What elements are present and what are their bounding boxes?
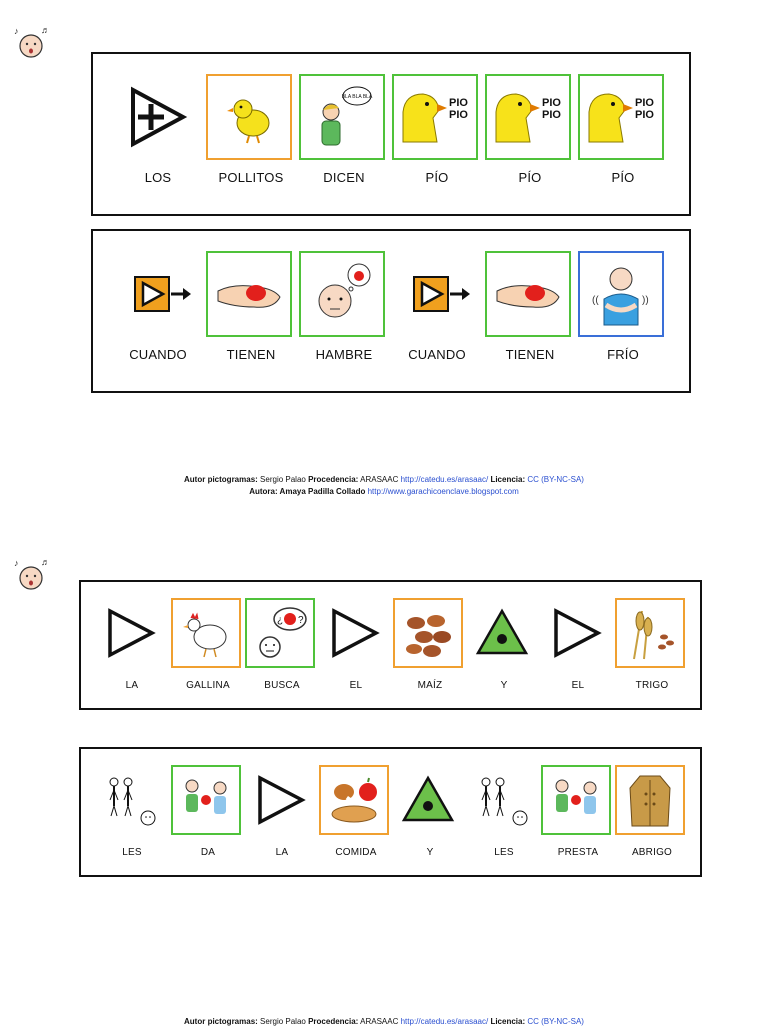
word-card[interactable] [392,74,482,185]
sound-text: PIO PIO [635,97,654,121]
hungry-face-icon [299,251,385,337]
source-link[interactable]: http://catedu.es/arasaac/ [400,1017,489,1026]
svg-text:♬: ♬ [41,25,50,35]
hen-icon [171,598,241,668]
word-card[interactable] [578,251,668,362]
credits-block-2 [0,1016,768,1028]
word-card[interactable] [393,598,467,691]
word-card[interactable] [319,765,393,858]
credit-label: Autor pictogramas: [184,475,258,484]
hand-holding-ball-icon [485,251,571,337]
word-label: LA [275,847,289,858]
article-triangle-icon [245,765,315,835]
and-triangle-icon [467,598,537,668]
word-card[interactable] [299,251,389,362]
wheat-icon [615,598,685,668]
word-card[interactable] [113,251,203,362]
cold-person-icon [578,251,664,337]
word-label: CUANDO [408,347,466,362]
word-label: FRÍO [607,347,639,362]
word-card[interactable] [467,598,541,691]
when-play-arrow-icon [113,251,199,337]
word-label: ABRIGO [631,847,673,858]
lend-icon [541,765,611,835]
and-triangle-icon [393,765,463,835]
word-label: LES [122,847,142,858]
svg-text:♬: ♬ [41,557,50,567]
article-triangle-icon [319,598,389,668]
word-label: PÍO [425,170,449,185]
word-card[interactable] [615,765,689,858]
hand-holding-ball-icon [206,251,292,337]
word-card[interactable] [95,598,169,691]
chick-icon [206,74,292,160]
svg-text:((: (( [592,295,599,306]
word-card[interactable] [578,74,668,185]
article-triangle-icon [95,598,165,668]
word-card[interactable] [393,765,467,858]
word-card[interactable] [171,598,245,691]
word-label: COMIDA [335,847,377,858]
word-card[interactable] [467,765,541,858]
food-icon [319,765,389,835]
sentence-strip-4 [79,747,702,877]
sound-text: PIO PIO [449,97,468,121]
word-label: LES [494,847,514,858]
speech-bubble-text: BLA BLA BLA [341,94,373,100]
word-label: PÍO [518,170,542,185]
give-icon [171,765,241,835]
svg-text:♪: ♪ [14,558,19,568]
word-label: TIENEN [505,347,555,362]
word-card[interactable] [206,251,296,362]
sound-text: PIO PIO [542,97,561,121]
word-card[interactable] [245,765,319,858]
canary-pio-icon [578,74,664,160]
credit-label: Autor pictogramas: [184,1017,258,1026]
word-card[interactable] [541,765,615,858]
word-card[interactable] [171,765,245,858]
svg-text:?: ? [298,615,304,626]
word-card[interactable] [615,598,689,691]
word-label: TRIGO [635,680,669,691]
canary-pio-icon [485,74,571,160]
canary-pio-icon [392,74,478,160]
word-card[interactable] [392,251,482,362]
word-label: PRESTA [557,847,599,858]
word-label: PÍO [611,170,635,185]
license-link[interactable]: CC (BY-NC-SA) [527,1017,584,1026]
when-play-arrow-icon [392,251,478,337]
word-card[interactable] [245,598,319,691]
word-label: MAÍZ [417,680,443,691]
credit-label: Autora: Amaya Padilla Collado [249,487,366,496]
source-link[interactable]: http://catedu.es/arasaac/ [400,475,489,484]
word-card[interactable] [541,598,615,691]
credit-value: Sergio Palao [260,475,306,484]
word-label: HAMBRE [315,347,373,362]
word-label: Y [500,680,508,691]
credit-value: ARASAAC [360,1017,399,1026]
them-people-icon [95,765,165,835]
sentence-strip-3 [79,580,702,710]
author-link[interactable]: http://www.garachicoenclave.blogspot.com [367,487,519,496]
license-link[interactable]: CC (BY-NC-SA) [527,475,584,484]
word-label: TIENEN [226,347,276,362]
them-people-icon [467,765,537,835]
article-plus-triangle-icon [113,74,199,160]
corn-grains-icon [393,598,463,668]
sentence-strip-1 [91,52,691,216]
word-label: CUANDO [129,347,187,362]
search-question-icon [245,598,315,668]
word-label: Y [426,847,434,858]
singing-face-icon [14,557,50,590]
word-label: EL [349,680,363,691]
word-card[interactable] [319,598,393,691]
coat-icon [615,765,685,835]
credit-label: Licencia: [490,1017,526,1026]
word-card[interactable] [485,74,575,185]
credit-value: ARASAAC [360,475,399,484]
credit-label: Procedencia: [308,1017,359,1026]
credit-label: Procedencia: [308,475,359,484]
credit-value: Sergio Palao [260,1017,306,1026]
word-card[interactable] [113,74,203,185]
word-card[interactable] [206,74,296,185]
word-card[interactable] [299,74,389,185]
article-triangle-icon [541,598,611,668]
word-label: DICEN [323,170,365,185]
credit-label: Licencia: [490,475,526,484]
person-speaking-icon [299,74,385,160]
word-label: DA [200,847,216,858]
svg-text:¿: ¿ [277,615,284,626]
credits-block-1 [0,474,768,498]
word-label: BUSCA [264,680,300,691]
sentence-strip-2 [91,229,691,393]
word-label: GALLINA [186,680,230,691]
word-label: POLLITOS [218,170,284,185]
word-card[interactable] [485,251,575,362]
word-label: LA [125,680,139,691]
word-label: LOS [144,170,172,185]
singing-face-icon [14,25,50,58]
word-label: EL [571,680,585,691]
svg-text:)): )) [642,295,649,306]
svg-text:♪: ♪ [14,26,19,36]
word-card[interactable] [95,765,169,858]
